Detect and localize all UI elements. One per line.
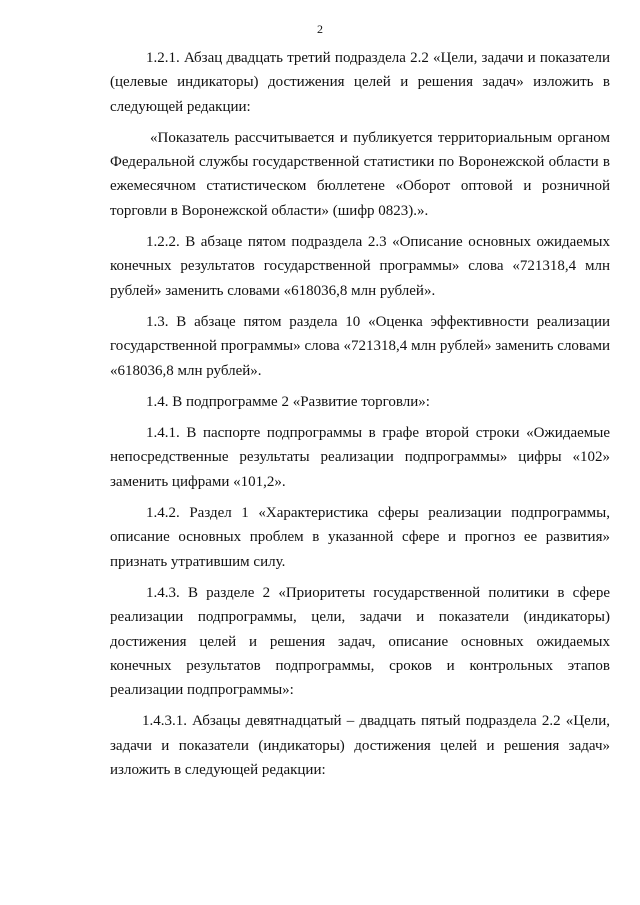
document-body — [110, 46, 610, 789]
paragraph-1-4-3-1: 1.4.3.1. Абзацы девятнадцатый – двадцать пятый подраздела 2.2 «Цели, задачи и показатели (индикаторы) достижения целей и решения задач» изложить в следующей редакции: — [110, 713, 610, 779]
paragraph-1-4-1: 1.4.1. В паспорте подпрограммы в графе второй строки «Ожидаемые непосредственные результаты реализации подпрограммы» цифры «102» заменить цифрами «101,2». — [110, 425, 610, 490]
paragraph-1-2-1: 1.2.1. Абзац двадцать третий подраздела 2.2 «Цели, задачи и показатели (целевые индикаторы) достижения целей и решения задач» изложить в следующей редакции: — [110, 50, 610, 115]
paragraph-1-4-2: 1.4.2. Раздел 1 «Характеристика сферы реализации подпрограммы, описание основных проблем в указанной сфере и прогноз ее развития» признать утратившим силу. — [110, 505, 610, 570]
paragraph-quote: «Показатель рассчитывается и публикуется территориальным органом Федеральной службы государственной статистики по Воронежской области в ежемесячном статистическом бюллетене «Оборот оптовой и розничной торговли в Воронежской области» (шифр 0823).». — [110, 129, 610, 219]
paragraph-1-4: 1.4. В подпрограмме 2 «Развитие торговли»: — [146, 393, 430, 410]
paragraph-1-2-2: 1.2.2. В абзаце пятом подраздела 2.3 «Описание основных ожидаемых конечных результатов государственной программы» слова «721318,4 млн рублей» заменить словами «618036,8 млн рублей». — [110, 234, 610, 299]
paragraph-1-4-3: 1.4.3. В разделе 2 «Приоритеты государственной политики в сфере реализации подпрограммы, цели, задачи и показатели (индикаторы) достижения целей и решения задач, описание основных ожидаемых конечных результатов подпрограммы, сроков и контрольных этапов реализации подпрограммы»: — [110, 584, 610, 699]
paragraph-1-3: 1.3. В абзаце пятом раздела 10 «Оценка эффективности реализации государственной программы» слова «721318,4 млн рублей» заменить словами «618036,8 млн рублей». — [110, 313, 610, 379]
page-number: 2 — [317, 22, 323, 36]
